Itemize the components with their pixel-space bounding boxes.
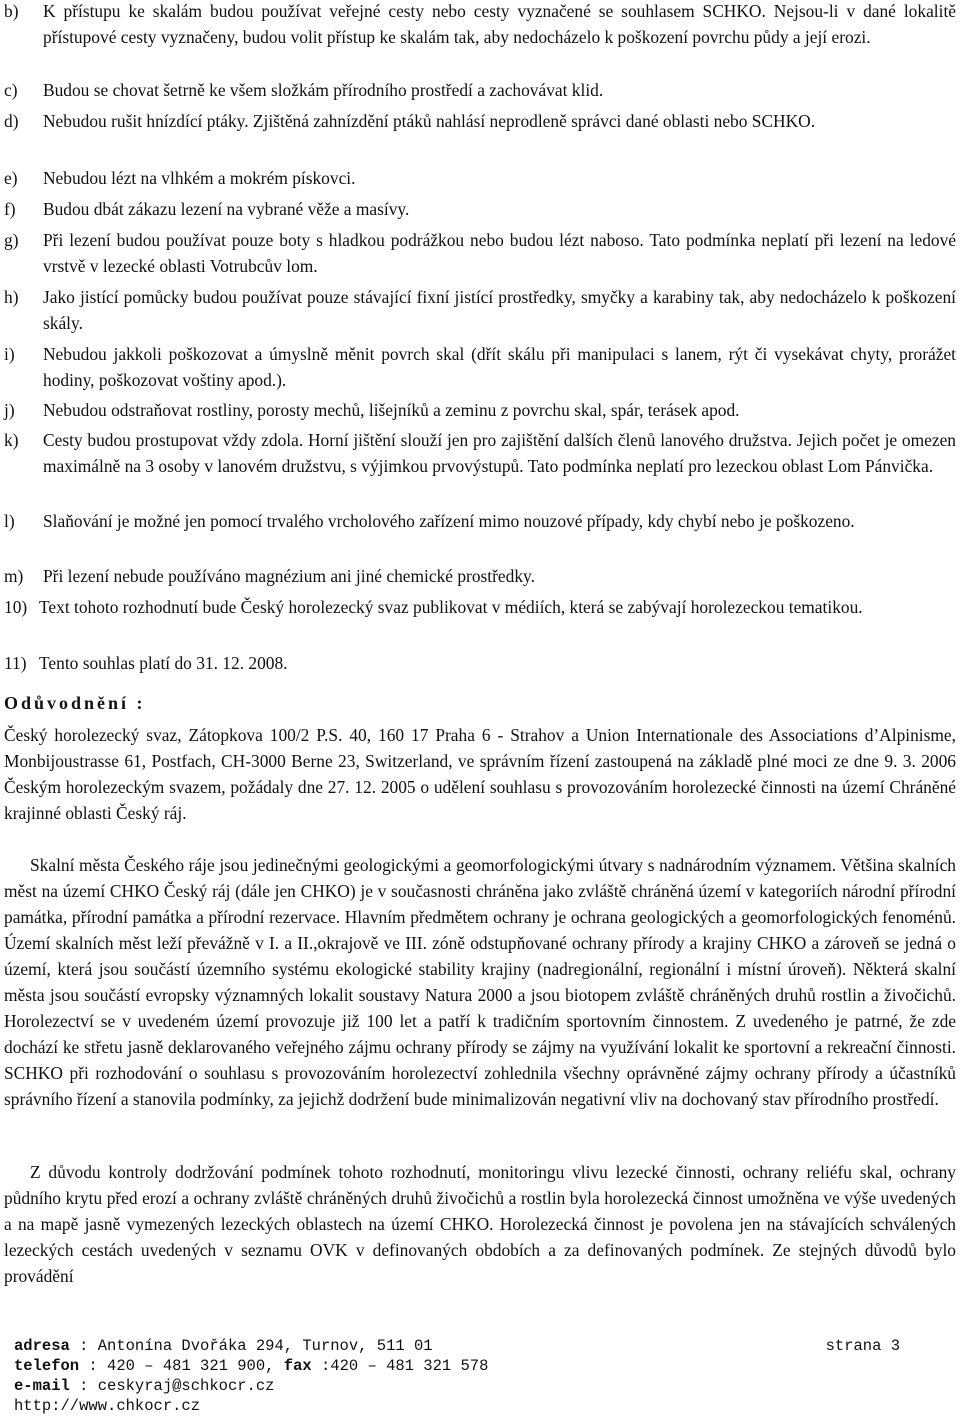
condition-marker: e): [4, 168, 18, 188]
condition-k: [4, 427, 956, 479]
phone-label: telefon: [14, 1357, 80, 1375]
email-link[interactable]: : ceskyraj@schkocr.cz: [69, 1377, 275, 1395]
condition-text: Slaňování je možné jen pomocí trvalého vrcholového zařízení mimo nouzové případy, kdy chybí nebo je poškozeno.: [43, 511, 855, 531]
point-text: Tento souhlas platí do 31. 12. 2008.: [39, 653, 288, 673]
condition-marker: c): [4, 80, 18, 100]
condition-m: [4, 563, 956, 589]
fax-value: :420 – 481 321 578: [311, 1357, 489, 1375]
condition-text: Jako jistící pomůcky budou používat pouze stávající fixní jistící prostředky, smyčky a karabiny tak, aby nedocházelo k poškození skály.: [43, 287, 956, 333]
paragraph-text: Český horolezecký svaz, Zátopkova 100/2 P.S. 40, 160 17 Praha 6 - Strahov a Union Internationale des Associations d’Alpinisme, Monbijoustrasse 61, Postfach, CH-3000 Berne 23, Switzerland, ve správním řízení zastoupená na základě plné moci ze dne 9. 3. 2006 Českým horolezeckým svazem, požádaly dne 27. 12. 2005 o udělení souhlasu s provozováním horolezecké činnosti na území Chráněné krajinné oblasti Český ráj.: [4, 725, 956, 823]
condition-text: Nebudou odstraňovat rostliny, porosty mechů, lišejníků a zeminu z povrchu skal, spár, terásek apod.: [43, 400, 740, 420]
point-marker: 10): [4, 597, 28, 617]
condition-marker: f): [4, 199, 16, 219]
footer-email-row: [14, 1376, 904, 1396]
condition-text: K přístupu ke skalám budou používat veřejné cesty nebo cesty vyznačené se souhlasem SCHKO. Nejsou-li v dané lokalitě přístupové cesty vyznačeny, budou volit přístup ke skalám tak, aby nedocházelo k poškození povrchu půdy a její erozi.: [43, 1, 956, 47]
condition-text: Budou se chovat šetrně ke všem složkám přírodního prostředí a zachovávat klid.: [43, 80, 604, 100]
paragraph-control: [4, 1159, 956, 1289]
condition-marker: k): [4, 430, 19, 450]
condition-d: [4, 108, 956, 134]
condition-i: [4, 341, 956, 393]
condition-text: Budou dbát zákazu lezení na vybrané věže a masívy.: [43, 199, 410, 219]
condition-marker: h): [4, 287, 19, 307]
condition-marker: m): [4, 566, 24, 586]
condition-text: Nebudou jakkoli poškozovat a úmyslně měnit povrch skal (dřít skálu při manipulaci s lanem, rýt či vysekávat chyty, prorážet hodiny, poškozovat voštiny apod.).: [43, 344, 956, 390]
page-footer: [14, 1336, 904, 1416]
condition-text: Při lezení nebude používáno magnézium ani jiné chemické prostředky.: [43, 566, 535, 586]
condition-j: [4, 397, 956, 423]
footer-web-row: [14, 1396, 904, 1416]
condition-marker: g): [4, 230, 19, 250]
paragraph-text: Z důvodu kontroly dodržování podmínek tohoto rozhodnutí, monitoringu vlivu lezecké činnosti, ochrany reliéfu skal, ochrany půdního krytu před erozí a ochrany zvláště chráněných druhů živočichů a rostlin byla horolezecká činnost umožněna ve výše uvedených a na mapě jasně vymezených lezeckých oblastech na území CHKO. Horolezecká činnost je povolena jen na stávajících schválených lezeckých cestách uvedených v seznamu OVK v definovaných obdobích a za definovaných podmínek. Ze stejných důvodů bylo provádění: [4, 1162, 956, 1286]
page-number: strana 3: [825, 1337, 900, 1355]
condition-marker: j): [4, 400, 15, 420]
phone-value: : 420 – 481 321 900,: [79, 1357, 284, 1375]
condition-text: Cesty budou prostupovat vždy zdola. Horní jištění slouží jen pro zajištění dalších členů lanového družstva. Jejich počet je omezen maximálně na 3 osoby v lanovém družstvu, s výjimkou prvovýstupů. Tato podmínka neplatí pro lezeckou oblast Lom Pánvička.: [43, 430, 956, 476]
condition-g: [4, 227, 956, 279]
paragraph-applicants: [4, 722, 956, 826]
condition-l: [4, 508, 956, 534]
condition-text: Nebudou lézt na vlhkém a mokrém pískovci.: [43, 168, 356, 188]
footer-address-row: [14, 1336, 904, 1356]
point-10: [4, 594, 956, 620]
paragraph-rock-cities: [4, 852, 956, 1112]
condition-e: [4, 165, 956, 191]
condition-h: [4, 284, 956, 336]
condition-marker: d): [4, 111, 19, 131]
address-label: adresa: [14, 1337, 70, 1355]
condition-marker: b): [4, 1, 19, 21]
condition-text: Při lezení budou používat pouze boty s hladkou podrážkou nebo budou lézt naboso. Tato podmínka neplatí při lezení na ledové vrstvě v lezecké oblasti Votrubcův lom.: [43, 230, 956, 276]
footer-phone-row: [14, 1356, 904, 1376]
website-link[interactable]: http://www.chkocr.cz: [14, 1397, 201, 1415]
condition-text: Nebudou rušit hnízdící ptáky. Zjištěná zahnízdění ptáků nahlásí neprodleně správci dané oblasti nebo SCHKO.: [43, 111, 816, 131]
email-label: e-mail: [14, 1377, 70, 1395]
point-marker: 11): [4, 653, 27, 673]
condition-c: [4, 77, 956, 103]
paragraph-text: Skalní města Českého ráje jsou jedinečnými geologickými a geomorfologickými útvary s nadnárodním významem. Většina skalních měst na území CHKO Český ráj (dále jen CHKO) je v současnosti chráněna jako zvláště chráněná území v kategoriích národní přírodní památka, přírodní památka a přírodní rezervace. Hlavním předmětem ochrany je ochrana geologických a geomorfologických fenoménů. Území skalních měst leží převážně v I. a II.,okrajově ve III. zóně odstupňované ochrany přírody a krajiny CHKO a zároveň se jedná o území, která jsou součástí územního systému ekologické stability krajiny (nadregionální, regionální i místní úroveň). Některá skalní města jsou součástí evropsky významných lokalit soustavy Natura 2000 a jsou biotopem zvláště chráněných druhů rostlin a živočichů. Horolezectví se v uvedeném území provozuje již 100 let a patří k tradičním sportovním činnostem. Z uvedeného je patrné, že zde dochází ke střetu jasně deklarovaného veřejného zájmu ochrany přírody se zájmy na využívání lokalit ke sportovní a rekreační činnosti. SCHKO při rozhodování o souhlasu s provozováním horolezectví zohlednila všechny oprávněné zájmy ochrany přírody a účastníků správního řízení a stanovila podmínky, za jejichž dodržení bude minimalizován negativní vliv na dochovaný stav přírodního prostředí.: [4, 855, 956, 1109]
point-text: Text tohoto rozhodnutí bude Český horolezecký svaz publikovat v médiích, která se zabývají horolezeckou tematikou.: [39, 597, 863, 617]
address-value: : Antonína Dvořáka 294, Turnov, 511 01: [69, 1337, 433, 1355]
fax-label: fax: [283, 1357, 312, 1375]
condition-f: [4, 196, 956, 222]
condition-b: [4, 0, 956, 50]
justification-heading: Odůvodnění :: [4, 693, 146, 713]
condition-marker: l): [4, 511, 15, 531]
point-11: [4, 650, 956, 676]
condition-marker: i): [4, 344, 15, 364]
